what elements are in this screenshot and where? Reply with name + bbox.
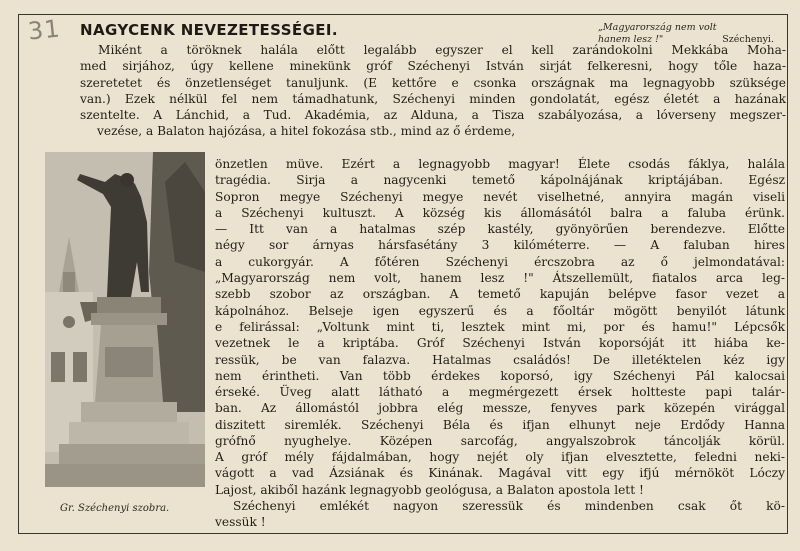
- text-line: nem érintheti. Van több érdekes koporsó, igy Széchenyi Pál kalocsai: [215, 368, 785, 383]
- text-line: vezése, a Balaton hajózása, a hitel fokozása stb., mind az ő érdeme,: [97, 124, 516, 139]
- text-line: diszitett siremlék. Széchenyi Béla és ifjan elhunyt neje Erdődy Hanna: [215, 417, 785, 432]
- text-line: med sirjához, úgy kellene minekünk gróf Széchenyi István sirját felkeresni, hogy tőle haza-: [80, 59, 786, 74]
- text-line: — Itt van a hatalmas szép kastély, gyönyörűen berendezve. Előtte: [215, 222, 785, 237]
- text-line: a Széchenyi kultuszt. A község kis állomásától balra a faluba érünk.: [215, 205, 785, 220]
- text-line: vágott a vad Ázsiának és Kinának. Magával vitt egy ifjú mérnököt Lóczy: [215, 466, 785, 481]
- text-line: négy sor árnyas hársfasétány 3 kilóméterre. — A faluban hires: [215, 238, 785, 253]
- motto-line-2: hanem lesz !": [598, 34, 664, 45]
- text-line: vezetnek le a kriptába. Gróf Széchenyi István koporsóját itt hiába ke-: [215, 336, 785, 351]
- text-line: szentelte. A Lánchid, a Tud. Akadémia, az Alduna, a Tisza szabályozása, a lóverseny megszer-: [80, 108, 786, 123]
- motto-line-1: „Magyarország nem volt: [598, 22, 717, 33]
- intro-paragraph: [80, 42, 786, 140]
- text-line: ressük, be van falazva. Hatalmas családós! De illetéktelen kéz igy: [215, 352, 785, 367]
- motto-signature: Széchenyi.: [722, 34, 774, 45]
- text-line: A gróf mély fájdalmában, hogy nejét oly ifjan elvesztette, feledni neki-: [215, 450, 785, 464]
- text-line: szeretetet és önzetlenséget tanuljunk. (E kettőre e csonka országnak ma legnagyobb szüksége: [80, 75, 786, 90]
- statue-illustration: [45, 152, 205, 487]
- text-line: kápolnához. Belseje igen egyszerű és a főoltár mögött benyilót látunk: [215, 303, 785, 318]
- photo-caption: Gr. Széchenyi szobra.: [60, 503, 170, 514]
- pencil-page-number: 31: [26, 14, 62, 46]
- page-title: NAGYCENK NEVEZETESSÉGEI.: [80, 21, 339, 39]
- text-line: Miként a töröknek halála előtt legalább egyszer el kell zarándokolni Mekkába Moha-: [98, 43, 786, 57]
- text-line: vessük !: [215, 515, 266, 530]
- text-line: e felirással: „Voltunk mint ti, lesztek mint mi, por és hamu!" Lépcsők: [215, 319, 785, 334]
- text-line: ban. Az állomástól jobbra elég messze, fenyves park közepén virággal: [215, 401, 785, 416]
- main-paragraph: [215, 156, 785, 449]
- text-line: Széchenyi emlékét nagyon szeressük és mindenben csak őt kö-: [233, 498, 785, 513]
- text-line: önzetlen müve. Ezért a legnagyobb magyar! Élete csodás fáklya, halála: [215, 157, 785, 171]
- text-line: grófnő nyughelye. Középen sarcofág, angyalszobrok táncolják körül.: [215, 434, 785, 449]
- text-line: „Magyarország nem volt, hanem lesz !" Átszellemült, fiatalos arca leg-: [215, 271, 785, 286]
- text-line: a cukorgyár. A főtéren Széchenyi ércszobra az ő jelmondatával:: [215, 254, 785, 269]
- text-line: érseké. Üveg alatt látható a megmérgezett érsek holtteste papi talár-: [215, 385, 785, 400]
- closing-paragraph: [215, 449, 785, 530]
- text-line: Lajost, akiből hazánk legnagyobb geológusa, a Balaton apostola lett !: [215, 482, 644, 497]
- text-line: Sopron megye Széchenyi megye nevét viselhetné, annyira magán viseli: [215, 189, 785, 204]
- text-line: van.) Ezek nélkül fel nem támadhatunk, Széchenyi minden gondolatát, egész életét a hazának: [80, 91, 786, 106]
- text-line: tragédia. Sirja a nagycenki temető kápolnájának kriptájában. Egész: [215, 173, 785, 188]
- statue-photo: [45, 152, 205, 487]
- text-line: szebb szobor az országban. A temető kapuján belépve fasor vezet a: [215, 287, 785, 302]
